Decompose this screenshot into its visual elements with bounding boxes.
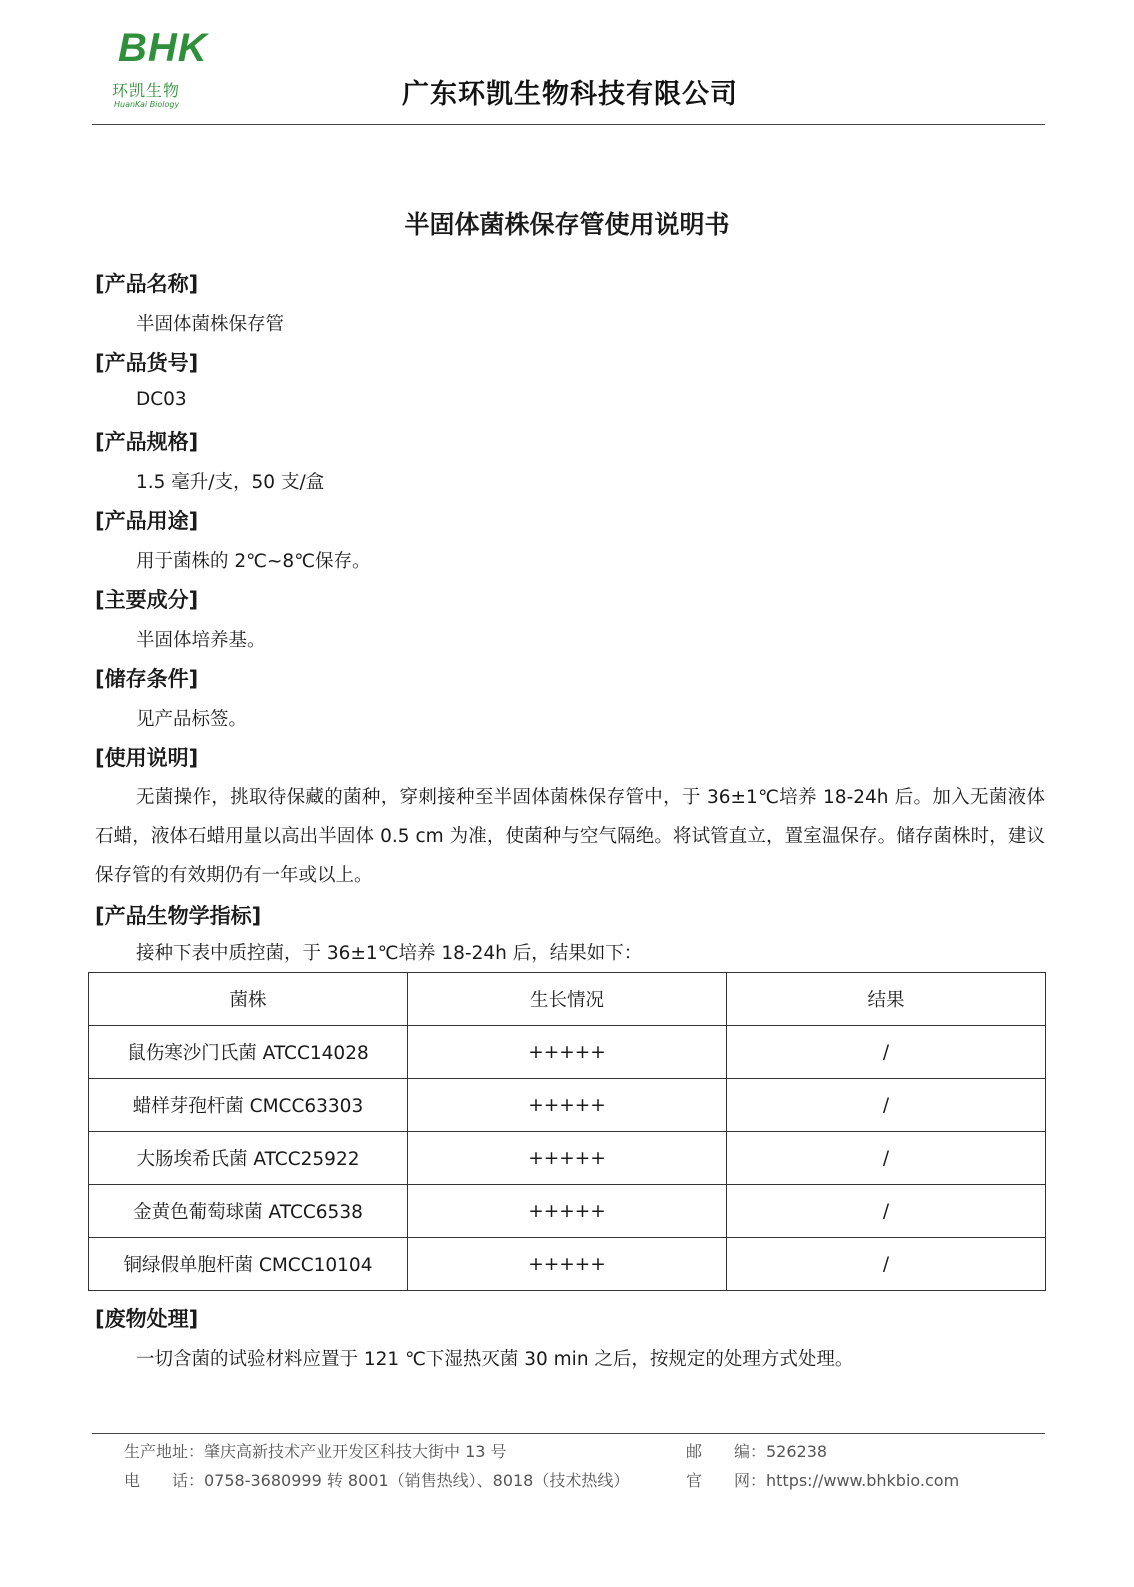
section-text-waste: 一切含菌的试验材料应置于 121 ℃下湿热灭菌 30 min 之后，按规定的处理方式处理。	[136, 1349, 854, 1370]
footer-address: 生产地址：肇庆高新技术产业开发区科技大街中 13 号	[124, 1442, 507, 1461]
section-heading-instructions: [使用说明]	[95, 746, 199, 770]
section-heading-waste: [废物处理]	[95, 1307, 199, 1331]
section-heading-ingredients: [主要成分]	[95, 588, 199, 612]
section-text-name: 半固体菌株保存管	[136, 314, 285, 335]
table-header-row	[89, 973, 1046, 1026]
table-row	[89, 1079, 1046, 1132]
strain-cell: 大肠埃希氏菌 ATCC25922	[89, 1132, 408, 1185]
table-row	[89, 1132, 1046, 1185]
column-header-strain: 菌株	[89, 973, 408, 1026]
result-cell: /	[727, 1132, 1046, 1185]
strain-cell: 鼠伤寒沙门氏菌 ATCC14028	[89, 1026, 408, 1079]
page-header	[92, 20, 1045, 125]
table-row	[89, 1238, 1046, 1291]
column-header-result: 结果	[727, 973, 1046, 1026]
section-text-ingredients: 半固体培养基。	[136, 630, 266, 651]
result-cell: /	[727, 1079, 1046, 1132]
table-row	[89, 1026, 1046, 1079]
strain-cell: 蜡样芽孢杆菌 CMCC63303	[89, 1079, 408, 1132]
document-title: 半固体菌株保存管使用说明书	[404, 210, 730, 239]
section-text-instructions: 无菌操作，挑取待保藏的菌种，穿刺接种至半固体菌株保存管中，于 36±1℃培养 18-24h 后。加入无菌液体石蜡，液体石蜡用量以高出半固体 0.5 cm 为准，使菌种与空气隔绝。将试管直立，置室温保存。储存菌株时，建议保存管的有效期仍有一年或以上。	[95, 787, 1045, 886]
section-text-usage: 用于菌株的 2℃~8℃保存。	[136, 551, 371, 572]
strain-cell: 金黄色葡萄球菌 ATCC6538	[89, 1185, 408, 1238]
result-cell: /	[727, 1185, 1046, 1238]
section-text-code: DC03	[136, 389, 187, 410]
section-heading-code: [产品货号]	[95, 351, 199, 375]
section-heading-bio: [产品生物学指标]	[95, 904, 262, 928]
footer-postcode: 邮 编：526238	[686, 1442, 828, 1461]
strain-cell: 铜绿假单胞杆菌 CMCC10104	[89, 1238, 408, 1291]
logo-english-name: HuanKai Biology	[114, 100, 180, 109]
growth-cell: +++++	[408, 1185, 727, 1238]
growth-cell: +++++	[408, 1079, 727, 1132]
growth-cell: +++++	[408, 1238, 727, 1291]
qc-strain-table	[88, 972, 1046, 1291]
result-cell: /	[727, 1026, 1046, 1079]
section-text-bio: 接种下表中质控菌，于 36±1℃培养 18-24h 后，结果如下：	[136, 943, 643, 964]
section-heading-storage: [储存条件]	[95, 667, 199, 691]
section-text-storage: 见产品标签。	[136, 709, 248, 730]
footer-website: 官 网：https://www.bhkbio.com	[686, 1471, 960, 1490]
company-name: 广东环凯生物科技有限公司	[402, 79, 738, 110]
result-cell: /	[727, 1238, 1046, 1291]
growth-cell: +++++	[408, 1026, 727, 1079]
logo-chinese-name: 环凯生物	[112, 81, 181, 100]
section-text-spec: 1.5 毫升/支，50 支/盒	[136, 472, 325, 493]
column-header-growth: 生长情况	[408, 973, 727, 1026]
company-logo	[104, 26, 208, 118]
table-row	[89, 1185, 1046, 1238]
logo-mark: BHK	[118, 26, 208, 70]
section-heading-spec: [产品规格]	[95, 430, 199, 454]
section-heading-name: [产品名称]	[95, 272, 199, 296]
growth-cell: +++++	[408, 1132, 727, 1185]
footer-phone: 电 话：0758-3680999 转 8001（销售热线）、8018（技术热线）	[124, 1471, 630, 1490]
section-heading-usage: [产品用途]	[95, 509, 199, 533]
footer-divider	[92, 1433, 1045, 1434]
